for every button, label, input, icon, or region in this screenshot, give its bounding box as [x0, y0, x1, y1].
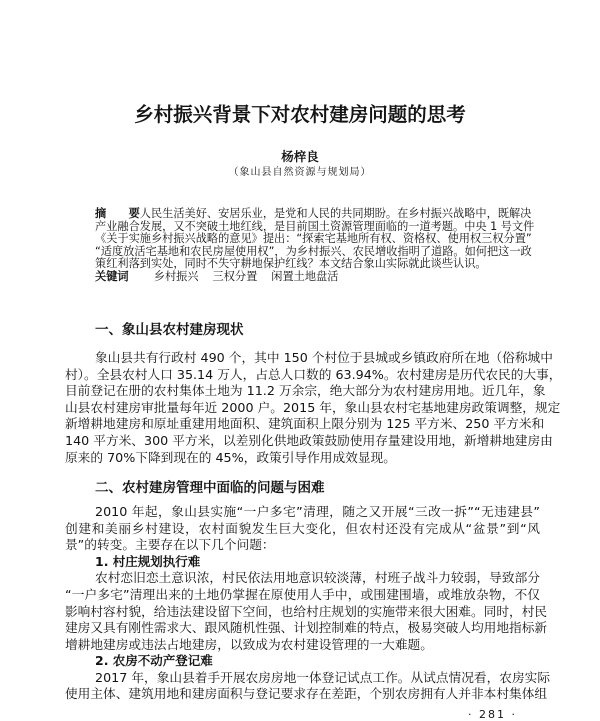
paragraph-line: 山县农村建房审批量每年近 2000 户。2015 年，象山县农村宅基地建房政策调整，规定 — [65, 399, 561, 415]
paragraph-line: 象山县共有行政村 490 个，其中 150 个村位于县城或乡镇政府所在地（俗称城中 — [95, 350, 553, 365]
paragraph-line: 景”的转变。主要存在以下几个问题： — [65, 537, 275, 553]
paragraph-line: 影响村容村貌，给违法建设留下空间，也给村庄规划的实施带来很大困难。同时，村民 — [65, 603, 548, 619]
page-number: · 281 · — [468, 708, 517, 721]
subsection-heading: 2. 农房不动产登记难 — [95, 653, 213, 669]
abstract-label: 摘 要 — [95, 207, 151, 220]
subsection-heading: 1. 村庄规划执行难 — [95, 553, 201, 569]
author-name: 杨梓良 — [281, 149, 319, 164]
paragraph-line: 使用主体、建筑用地和建房面积与登记要求存在差距，个别农房拥有人并非本村集体组 — [65, 686, 548, 702]
paragraph-line: 140 平方米、300 平方米，以差别化供地政策鼓励使用存量建设用地，新增耕地建房由 — [65, 432, 553, 448]
abstract-block — [95, 207, 535, 283]
keywords-line — [95, 271, 505, 284]
body-text — [65, 350, 562, 703]
keywords-label: 关键词 — [95, 269, 140, 283]
abstract-text: 人民生活美好、安居乐业，是党和人民的共同期盼。在乡村振兴战略中，既解决 — [139, 207, 532, 220]
keyword: 闲置土地盘活 — [271, 269, 339, 283]
author-affiliation: （象山县自然资源与规划局） — [228, 167, 372, 178]
abstract-line — [95, 207, 532, 221]
paragraph-line: 2017 年，象山县着手开展农房房地一体登记试点工作。从试点情况看，农房实际 — [95, 669, 551, 685]
paragraph-line: 建房又具有刚性需求大、跟风随机性强、计划控制难的特点，极易突破人均用地指标新 — [65, 620, 548, 636]
paragraph-line: 村）。全县农村人口 35.14 万人，占总人口数的 63.94%。农村建房是历代农民的大事， — [65, 366, 562, 382]
paragraph-line: 创建和美丽乡村建设，农村面貌发生巨大变化，但农村还没有完成从“盆景”到“风 — [65, 520, 540, 536]
paragraph-line: 增耕地建房或违法占地建房，以致成为农村建设管理的一大难题。 — [65, 636, 433, 652]
abstract-line: 产业融合发展，又不突破土地红线，是目前国土资源管理面临的一道考题。中央 1 号文件 — [95, 219, 535, 233]
abstract-line: “适度放活宅基地和农民房屋使用权”，为乡村振兴、农民增收指明了道路。如何把这一政 — [95, 244, 532, 258]
section-heading: 一、象山县农村建房现状 — [95, 322, 244, 338]
paragraph-line: 原来的 70%下降到现在的 45%，政策引导作用成效显现。 — [65, 449, 396, 465]
paragraph-line: 新增耕地建房和原址重建用地面积、建筑面积上限分别为 125 平方米、250 平方米和 — [65, 416, 545, 432]
keyword: 乡村振兴 — [153, 269, 199, 283]
section-heading: 二、农村建房管理中面临的问题与困难 — [95, 479, 325, 496]
article-title: 乡村振兴背景下对农村建房问题的思考 — [134, 103, 466, 126]
keyword: 三权分置 — [212, 269, 258, 283]
paragraph-line: “一户多宅”清理出来的土地仍掌握在原使用人手中，或围建围墙，或堆放杂物，不仅 — [65, 586, 540, 602]
paragraph-line: 农村恋旧恋土意识浓，村民依法用地意识较淡薄，村班子战斗力较弱，导致部分 — [95, 570, 540, 586]
abstract-line: 策红利落到实处，同时不失守耕地保护红线？本文结合象山实际就此谈些认识。 — [95, 257, 487, 270]
abstract-line: 《关于实施乡村振兴战略的意见》提出：“探索宅基地所有权、资格权、使用权三权分置” — [95, 232, 532, 245]
paragraph-line: 2010 年起，象山县实施“一户多宅”清理，随之又开展“三改一拆”“无违建县” — [95, 503, 540, 519]
paragraph-line: 目前登记在册的农村集体土地为 11.2 万余宗，绝大部分为农村建房用地。近几年，象 — [65, 383, 546, 399]
